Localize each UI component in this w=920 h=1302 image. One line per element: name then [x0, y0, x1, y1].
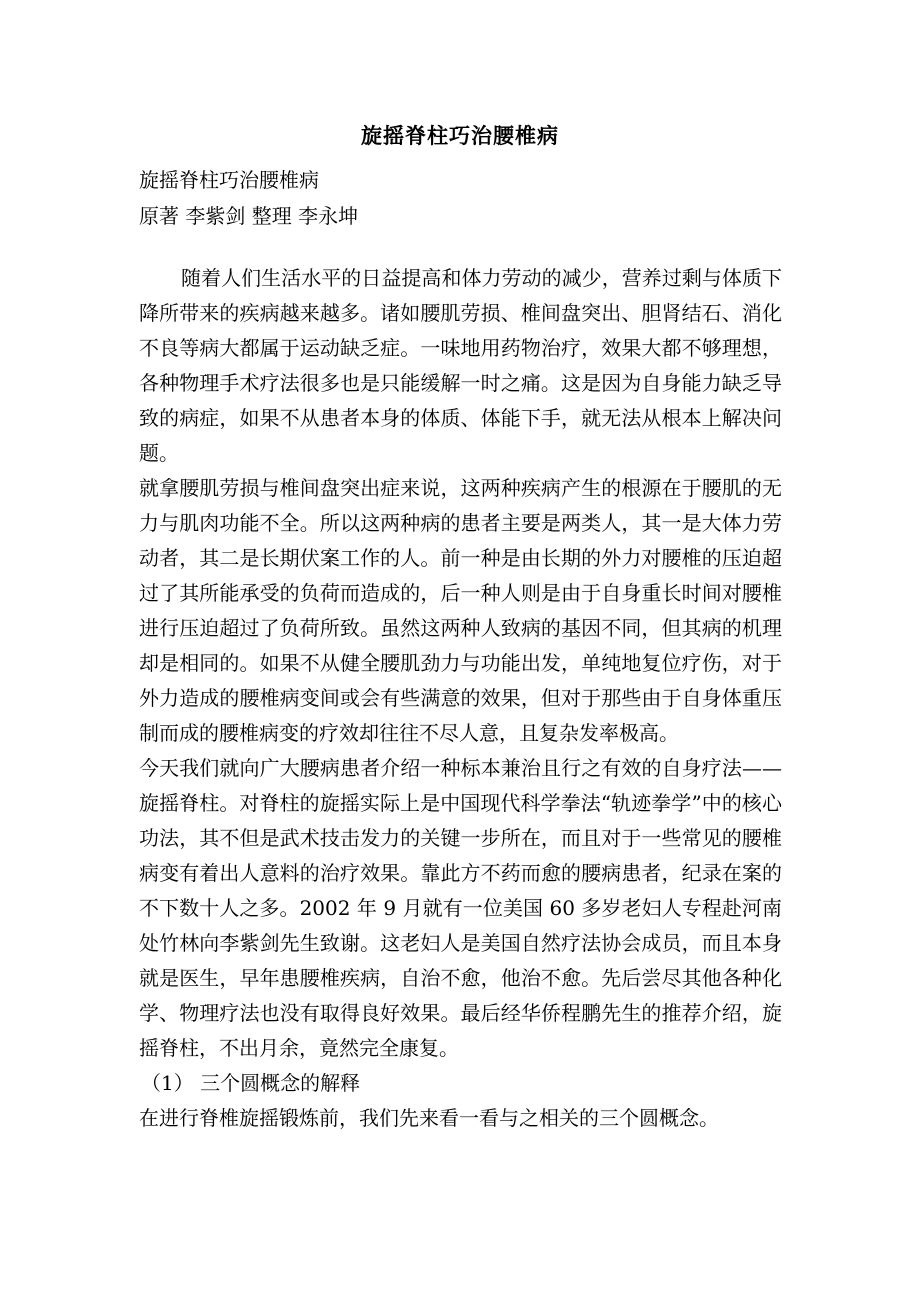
section-heading: （1） 三个圆概念的解释 — [141, 1071, 361, 1095]
document-byline: 原著 李紫剑 整理 李永坤 — [139, 204, 359, 228]
document-body — [139, 261, 782, 1136]
document-subtitle: 旋摇脊柱巧治腰椎病 — [139, 168, 319, 192]
paragraph-intro: 随着人们生活水平的日益提高和体力劳动的减少，营养过剩与体质下降所带来的疾病越来越多。诸如腰肌劳损、椎间盘突出、胆肾结石、消化不良等病大都属于运动缺乏症。一味地用药物治疗，效果大都不够理想，各种物理手术疗法很多也是只能缓解一时之痛。这是因为自身能力缺乏导致的病症，如果不从患者本身的体质、体能下手，就无法从根本上解决问题。 — [139, 266, 782, 465]
paragraph-method: 今天我们就向广大腰病患者介绍一种标本兼治且行之有效的自身疗法——旋摇脊柱。对脊柱的旋摇实际上是中国现代科学拳法“轨迹拳学”中的核心功法，其不但是武术技击发力的关键一步所在，而且对于一些常见的腰椎病变有着出人意料的治疗效果。靠此方不药而愈的腰病患者，纪录在案的不下数十人之多。2002 年 9 月就有一位美国 60 多岁老妇人专程赴河南处竹林向李紫剑先生致谢。这老妇人是美国自然疗法协会成员，而且本身就是医生，早年患腰椎疾病，自治不愈，他治不愈。先后尝尽其他各种化学、物理疗法也没有取得良好效果。最后经华侨程鹏先生的推荐介绍，旋摇脊柱，不出月余，竟然完全康复。 — [139, 756, 782, 1060]
document-title: 旋摇脊柱巧治腰椎病 — [361, 123, 559, 148]
section-intro: 在进行脊椎旋摇锻炼前，我们先来看一看与之相关的三个圆概念。 — [139, 1106, 719, 1130]
paragraph-causes: 就拿腰肌劳损与椎间盘突出症来说，这两种疾病产生的根源在于腰肌的无力与肌肉功能不全。所以这两种病的患者主要是两类人，其一是大体力劳动者，其二是长期伏案工作的人。前一种是由长期的外力对腰椎的压迫超过了其所能承受的负荷而造成的，后一种人则是由于自身重长时间对腰椎进行压迫超过了负荷所致。虽然这两种人致病的基因不同，但其病的机理却是相同的。如果不从健全腰肌劲力与功能出发，单纯地复位疗伤，对于外力造成的腰椎病变间或会有些满意的效果，但对于那些由于自身体重压制而成的腰椎病变的疗效却往往不尽人意，且复杂发率极高。 — [139, 476, 782, 745]
